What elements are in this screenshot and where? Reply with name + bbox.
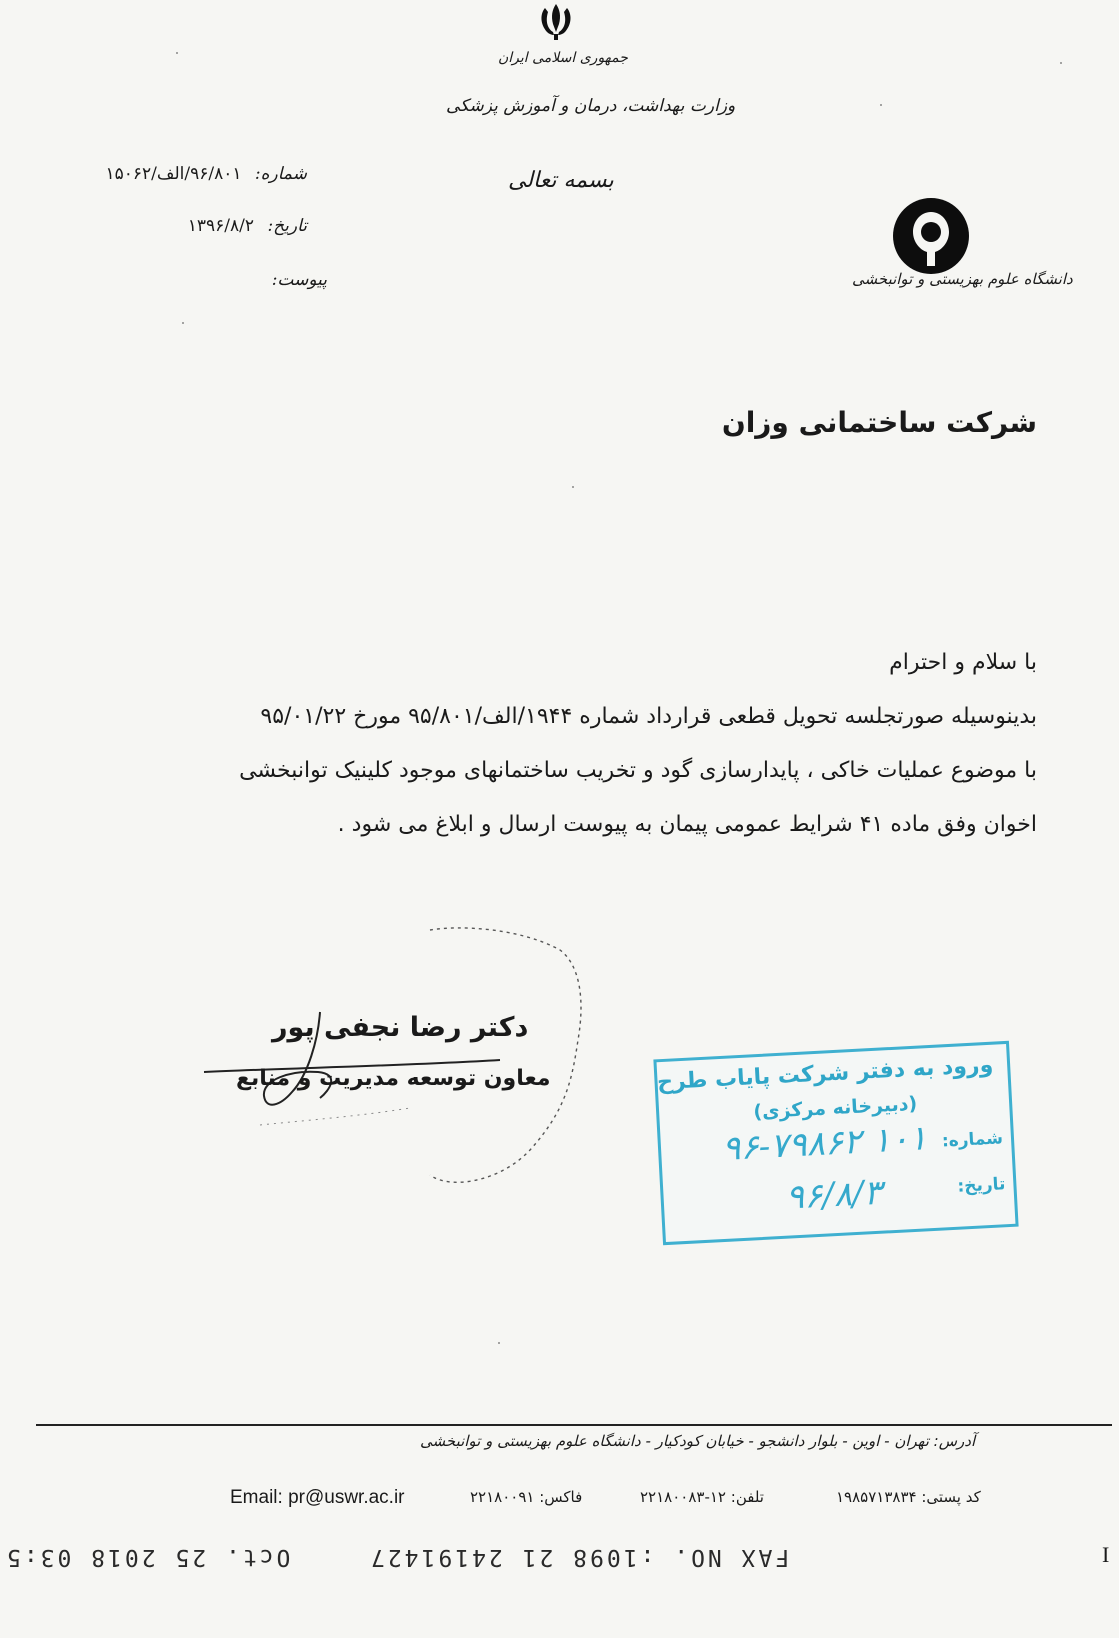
letter-number-label: شماره: <box>254 164 307 184</box>
body-line: بدینوسیله صورتجلسه تحویل قطعی قرارداد شماره ۱۹۴۴/الف/۹۵/۸۰۱ مورخ ۹۵/۰۱/۲۲ <box>260 704 1037 729</box>
stamp-date-label: تاریخ: <box>956 1174 1006 1197</box>
footer-postal-code: کد پستی: ۱۹۸۵۷۱۳۸۳۴ <box>836 1488 981 1506</box>
footer-phone: تلفن: ۱۲-۲۲۱۸۰۰۸۳ <box>640 1488 764 1506</box>
fax-page-mark: I <box>1102 1542 1110 1567</box>
footer-email: Email: pr@uswr.ac.ir <box>230 1487 405 1508</box>
recipient: شرکت ساختمانی وزان <box>721 406 1037 439</box>
iran-emblem-icon <box>535 2 577 42</box>
body-line: با موضوع عملیات خاکی ، پایدارسازی گود و تخریب ساختمانهای موجود کلینیک توانبخشی <box>239 758 1037 783</box>
stamp-title: ورود به دفتر شرکت پایاب طرح <box>656 1052 994 1096</box>
fax-timestamp: Oct. 25 2018 03:5 <box>4 1544 291 1570</box>
basmala: بسمه تعالی <box>508 168 614 193</box>
footer-address: آدرس: تهران - اوین - بلوار دانشجو - خیابان کودکیار - دانشگاه علوم بهزیستی و توانبخشی <box>420 1432 976 1450</box>
letter-number-value: ۹۶/۸۰۱/الف/۱۵۰۶۲ <box>105 164 242 184</box>
letter-attachment-label: پیوست: <box>271 270 327 290</box>
greeting: با سلام و احترام <box>889 650 1037 675</box>
incoming-stamp <box>653 1041 1018 1245</box>
letter-attachment <box>264 270 327 290</box>
fax-number: FAX NO. :1098 21 24191427 <box>368 1544 790 1570</box>
letter-date-value: ۱۳۹۶/۸/۲ <box>187 216 255 236</box>
stamp-number-label: شماره: <box>941 1128 1004 1152</box>
body-line: اخوان وفق ماده ۴۱ شرایط عمومی پیمان به پیوست ارسال و ابلاغ می شود . <box>337 812 1037 837</box>
university-logo-icon <box>890 196 972 278</box>
footer-fax: فاکس: ۲۲۱۸۰۰۹۱ <box>470 1488 583 1506</box>
republic-label: جمهوری اسلامی ایران <box>498 50 628 66</box>
ministry-label: وزارت بهداشت، درمان و آموزش پزشکی <box>446 96 736 116</box>
footer-rule <box>36 1424 1112 1426</box>
stamp-subtitle: (دبیرخانه مرکزی) <box>752 1092 918 1124</box>
letter-date <box>188 216 307 236</box>
signer-title: معاون توسعه مدیریت و منابع <box>236 1066 551 1091</box>
stamp-date-value: ۹۶/۸/۳ <box>784 1172 883 1218</box>
letter-number <box>105 164 307 184</box>
letter-body <box>27 636 1037 852</box>
letter-date-label: تاریخ: <box>267 216 307 236</box>
university-name: دانشگاه علوم بهزیستی و توانبخشی <box>852 270 1073 288</box>
signer-name: دکتر رضا نجفی پور <box>272 1012 529 1043</box>
stamp-number-value: ۱۰۱ ۹۶-۷۹۸۶۲ <box>721 1118 928 1169</box>
